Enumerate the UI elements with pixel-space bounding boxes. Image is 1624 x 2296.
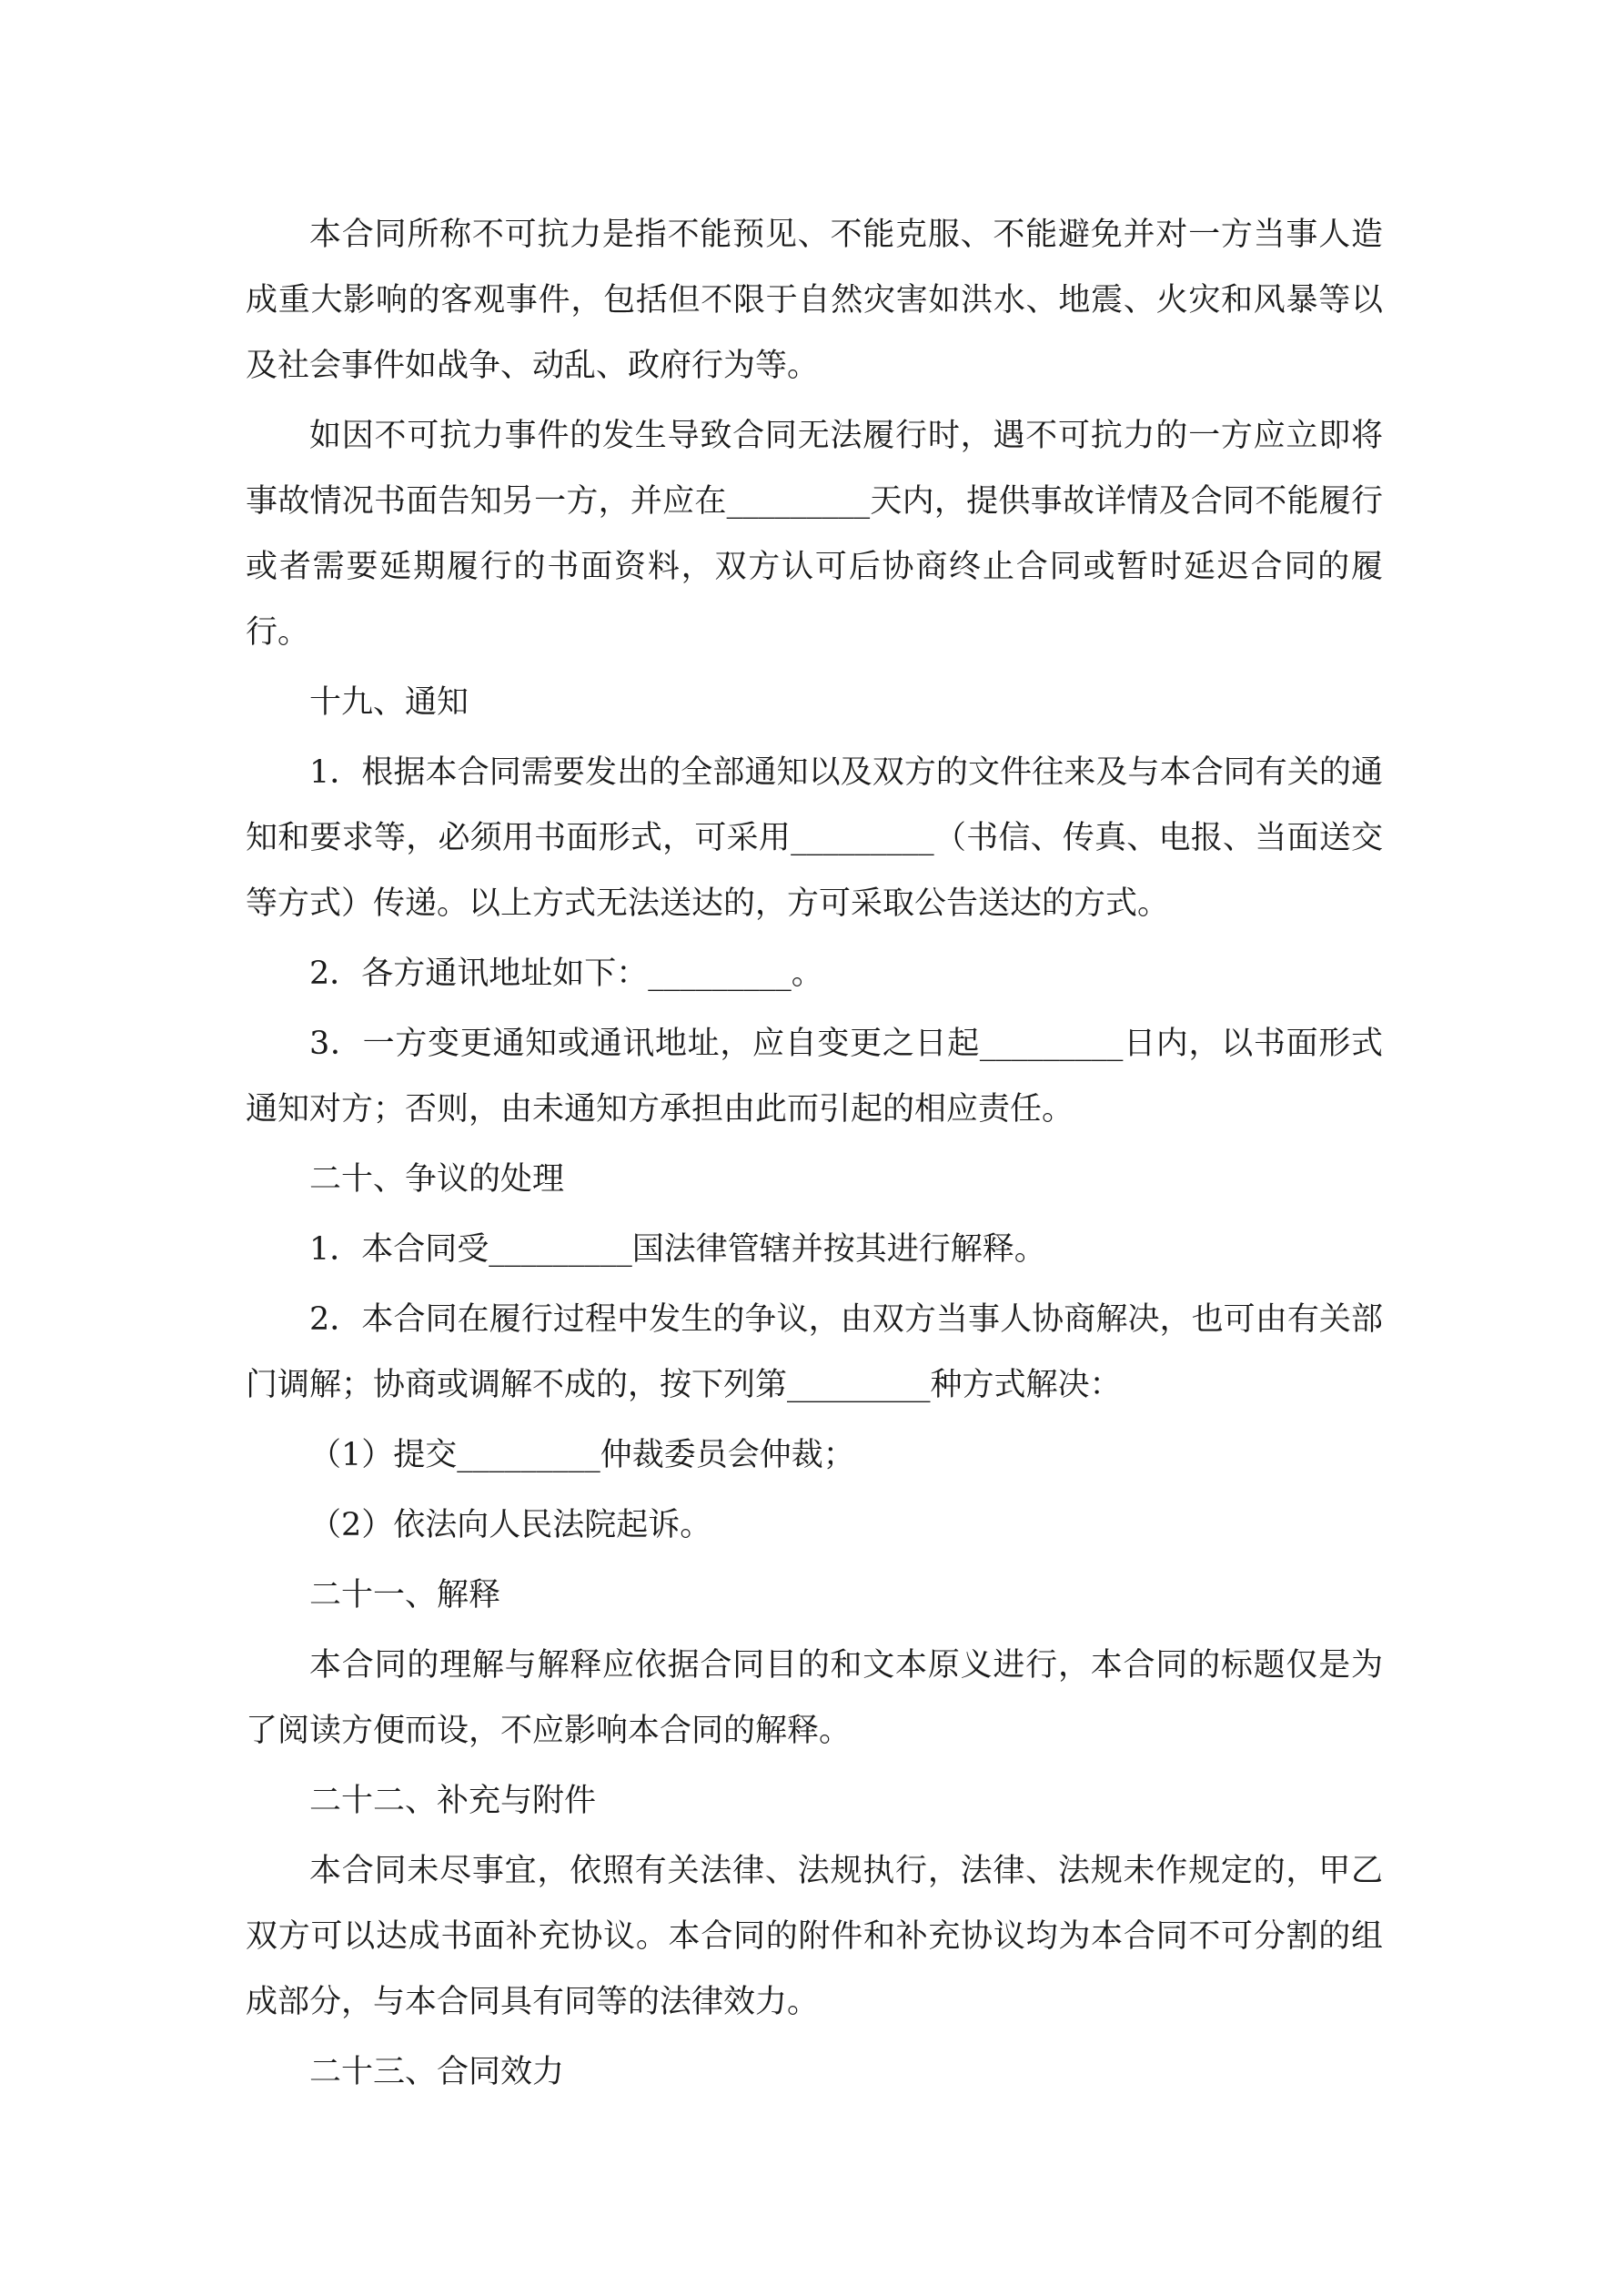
document-body — [246, 202, 1383, 2105]
paragraph-interpretation: 本合同的理解与解释应依据合同目的和文本原义进行，本合同的标题仅是为了阅读方便而设，不应影响本合同的解释。 — [246, 1647, 1383, 1749]
section-heading-dispute: 二十、争议的处理 — [309, 1161, 565, 1198]
section-heading-supplements: 二十二、补充与附件 — [309, 1783, 597, 1819]
section-heading-notice: 十九、通知 — [309, 684, 469, 721]
section-heading-effect: 二十三、合同效力 — [309, 2054, 565, 2090]
paragraph-supplements: 本合同未尽事宜，依照有关法律、法规执行，法律、法规未作规定的，甲乙双方可以达成书面补充协议。本合同的附件和补充协议均为本合同不可分割的组成部分，与本合同具有同等的法律效力。 — [246, 1853, 1383, 2020]
paragraph-dispute-resolution: 2．本合同在履行过程中发生的争议，由双方当事人协商解决，也可由有关部门调解；协商或调解不成的，按下列第_________种方式解决： — [246, 1301, 1383, 1403]
paragraph-option-arbitration: （1）提交_________仲裁委员会仲裁； — [309, 1437, 855, 1473]
paragraph-force-majeure-definition: 本合同所称不可抗力是指不能预见、不能克服、不能避免并对一方当事人造成重大影响的客观事件，包括但不限于自然灾害如洪水、地震、火灾和风暴等以及社会事件如战争、动乱、政府行为等。 — [246, 217, 1383, 384]
paragraph-governing-law: 1．本合同受_________国法律管辖并按其进行解释。 — [309, 1231, 1046, 1268]
paragraph-option-court: （2）依法向人民法院起诉。 — [309, 1507, 712, 1543]
paragraph-notice-change: 3．一方变更通知或通讯地址，应自变更之日起_________日内，以书面形式通知对方；否则，由未通知方承担由此而引起的相应责任。 — [246, 1026, 1383, 1128]
paragraph-notice-form: 1．根据本合同需要发出的全部通知以及双方的文件往来及与本合同有关的通知和要求等，必须用书面形式，可采用_________（书信、传真、电报、当面送交等方式）传递。以上方式无法送达的，方可采取公告送达的方式。 — [246, 754, 1383, 922]
paragraph-force-majeure-notice: 如因不可抗力事件的发生导致合同无法履行时，遇不可抗力的一方应立即将事故情况书面告知另一方，并应在_________天内，提供事故详情及合同不能履行或者需要延期履行的书面资料，双方认可后协商终止合同或暂时延迟合同的履行。 — [246, 418, 1383, 651]
section-heading-interpretation: 二十一、解释 — [309, 1577, 501, 1613]
paragraph-notice-address: 2．各方通讯地址如下：_________。 — [309, 956, 823, 992]
